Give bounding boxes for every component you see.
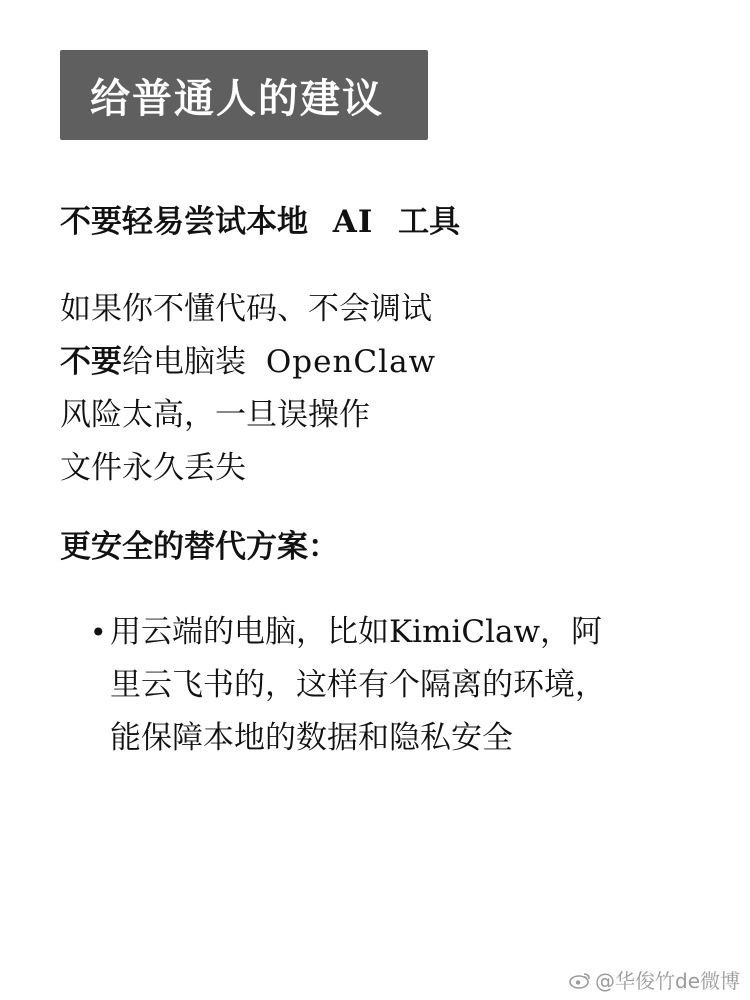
heading-cn: 不要轻易尝试本地 [60,204,308,240]
bullet-dot: • [90,616,107,649]
openclaw-label: OpenClaw [265,344,437,380]
bullet-line-1-b: ，阿 [540,614,603,650]
section-heading-alternatives: 更安全的替代方案： [60,529,339,565]
body-line-2 [60,336,436,389]
emphasis-dont: 不要 [60,344,122,380]
warning-paragraph [60,283,436,495]
bullet-line-1-a: 用云端的电脑，比如 [110,614,389,650]
heading-ai: AI [332,204,374,240]
weibo-watermark [569,965,740,994]
body-line-2-rest: 给电脑装 [122,344,246,380]
body-line-1: 如果你不懂代码、不会调试 [60,291,432,327]
kimiclaw-label: KimiClaw [389,614,541,650]
body-line-3: 风险太高，一旦误操作 [60,397,370,433]
bullet-line-1 [90,606,606,659]
heading-tool: 工具 [398,204,461,240]
page-title: 给普通人的建议 [90,75,384,122]
section-heading-local-ai [60,204,460,241]
title-banner [60,50,428,140]
body-line-4: 文件永久丢失 [60,450,246,486]
alternative-bullet [90,606,606,765]
bullet-line-2: 里云飞书的，这样有个隔离的环境， [110,667,606,703]
weibo-icon [569,971,591,989]
watermark-text: @华俊竹de微博 [595,969,740,993]
bullet-line-3: 能保障本地的数据和隐私安全 [110,720,513,756]
